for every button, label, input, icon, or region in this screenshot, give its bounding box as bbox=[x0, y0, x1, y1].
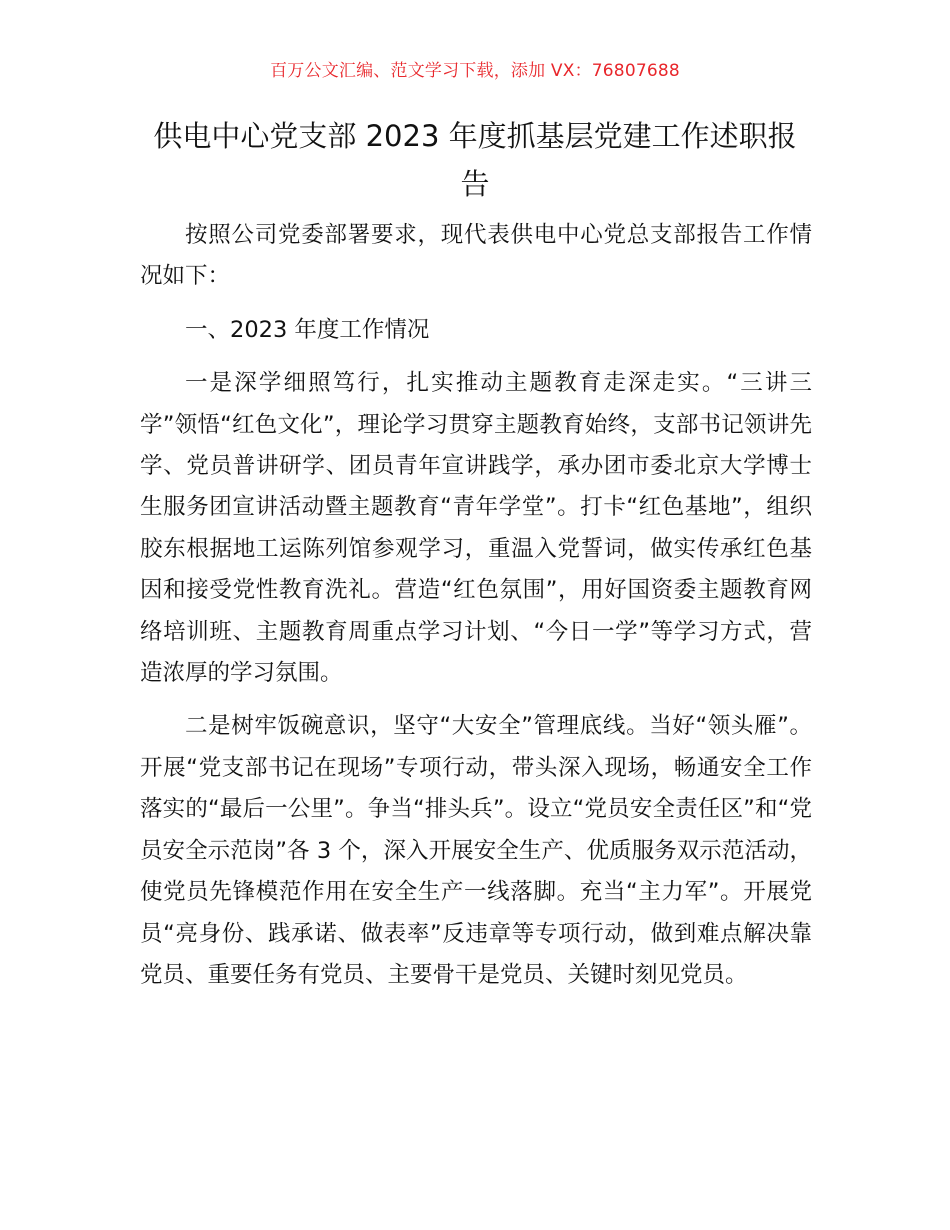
body-paragraph-2: 二是树牢饭碗意识，坚守“大安全”管理底线。当好“领头雁”。开展“党支部书记在现场”专项行动，带头深入现场，畅通安全工作落实的“最后一公里”。争当“排头兵”。设立“党员安全责任区”和“党员安全示范岗”各 3 个，深入开展安全生产、优质服务双示范活动，使党员先锋模范作用在安全生产一线落脚。充当“主力军”。开展党员“亮身份、践承诺、做表率”反违章等专项行动，做到难点解决靠党员、重要任务有党员、主要骨干是党员、关键时刻见党员。 bbox=[140, 713, 812, 988]
watermark-header: 百万公文汇编、范文学习下载，添加 VX：76807688 bbox=[270, 61, 680, 81]
section-heading: 一、2023 年度工作情况 bbox=[185, 316, 430, 343]
intro-paragraph: 按照公司党委部署要求，现代表供电中心党总支部报告工作情况如下： bbox=[140, 222, 812, 290]
document-title: 供电中心党支部 2023 年度抓基层党建工作述职报告 bbox=[153, 119, 797, 201]
document-body bbox=[140, 215, 812, 1008]
body-paragraph-1: 一是深学细照笃行，扎实推动主题教育走深走实。“三讲三学”领悟“红色文化”，理论学习贯穿主题教育始终，支部书记领讲先学、党员普讲研学、团员青年宣讲践学，承办团市委北京大学博士生服务团宣讲活动暨主题教育“青年学堂”。打卡“红色基地”，组织胶东根据地工运陈列馆参观学习，重温入党誓词，做实传承红色基因和接受党性教育洗礼。营造“红色氛围”，用好国资委主题教育网络培训班、主题教育周重点学习计划、“今日一学”等学习方式，营造浓厚的学习氛围。 bbox=[140, 370, 812, 687]
